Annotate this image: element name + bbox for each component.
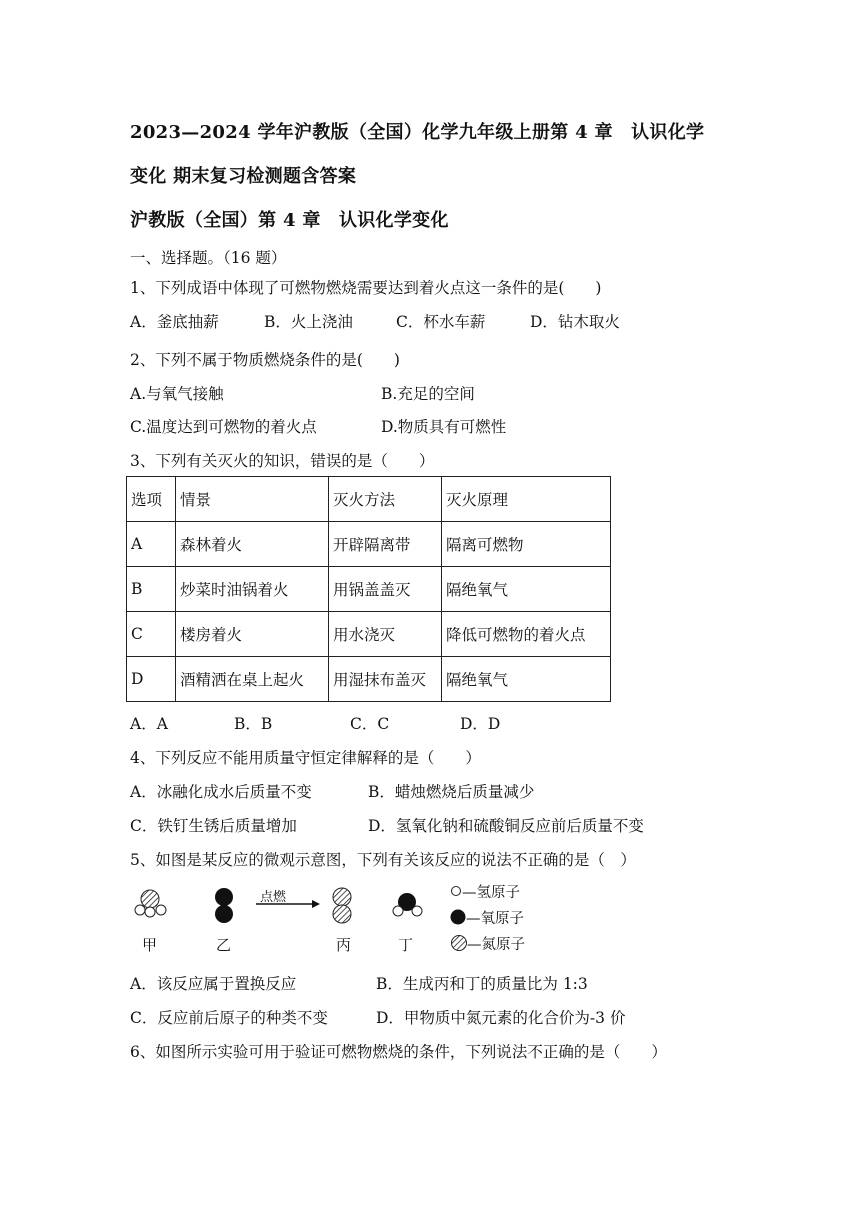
- doc-title-line1: 2023—2024 学年沪教版（全国）化学九年级上册第 4 章 认识化学: [130, 122, 705, 143]
- table-row: [127, 567, 611, 612]
- table-cell: 酒精洒在桌上起火: [176, 657, 329, 702]
- label-jia: 甲: [142, 936, 158, 954]
- table-header-cell: 灭火方法: [329, 477, 442, 522]
- reaction-diagram: [130, 880, 550, 958]
- q3-stem: 3、下列有关灭火的知识，错误的是（ ）: [130, 452, 435, 470]
- q6-stem: 6、如图所示实验可用于验证可燃物燃烧的条件，下列说法不正确的是（ ）: [130, 1043, 667, 1061]
- q2-option-a: A.与氧气接触: [130, 385, 224, 403]
- table-cell: 隔绝氧气: [442, 657, 611, 702]
- q1-stem: 1、下列成语中体现了可燃物燃烧需要达到着火点这一条件的是( ): [130, 279, 602, 297]
- q4-options-row1: [130, 780, 534, 802]
- q4-option-c: C．铁钉生锈后质量增加: [130, 817, 297, 835]
- molecule-yi: [215, 888, 233, 923]
- table-cell: 用锅盖盖灭: [329, 567, 442, 612]
- q1-option-d: D．钻木取火: [530, 313, 620, 331]
- q4-option-b: B．蜡烛燃烧后质量减少: [368, 783, 535, 801]
- q1-option-c: C．杯水车薪: [396, 313, 486, 331]
- q5-option-c: C．反应前后原子的种类不变: [130, 1009, 328, 1027]
- table-cell: A: [127, 522, 176, 567]
- q3-options: [130, 712, 500, 734]
- molecule-bing: [333, 888, 351, 923]
- q1-option-b: B．火上浇油: [264, 313, 353, 331]
- table-cell: 森林着火: [176, 522, 329, 567]
- table-cell: D: [127, 657, 176, 702]
- q2-options-row1: [130, 382, 475, 404]
- table-cell: 开辟隔离带: [329, 522, 442, 567]
- label-ding: 丁: [398, 936, 414, 954]
- q4-options-row2: [130, 814, 644, 836]
- table-cell: 用湿抹布盖灭: [329, 657, 442, 702]
- legend-hydrogen: —氢原子: [462, 885, 520, 901]
- q3-option-c: C．C: [350, 715, 390, 733]
- q2-option-b: B.充足的空间: [381, 385, 475, 403]
- q2-option-d: D.物质具有可燃性: [381, 418, 507, 436]
- q5-options-row1: [130, 972, 588, 994]
- label-yi: 乙: [216, 936, 232, 954]
- table-cell: 隔离可燃物: [442, 522, 611, 567]
- legend-nitrogen-symbol: [452, 936, 467, 951]
- table-header-cell: 情景: [176, 477, 329, 522]
- table-cell: 用水浇灭: [329, 612, 442, 657]
- legend-oxygen: —氧原子: [466, 911, 524, 927]
- table-header-cell: 选项: [127, 477, 176, 522]
- table-row: [127, 657, 611, 702]
- table-header-cell: 灭火原理: [442, 477, 611, 522]
- q5-stem: 5、如图是某反应的微观示意图，下列有关该反应的说法不正确的是（ ）: [130, 851, 636, 869]
- table-cell: 楼房着火: [176, 612, 329, 657]
- doc-title-line2: 变化 期末复习检测题含答案: [130, 166, 357, 187]
- legend-oxygen-symbol: [451, 910, 466, 925]
- q4-stem: 4、下列反应不能用质量守恒定律解释的是（ ）: [130, 749, 481, 767]
- table-cell: 炒菜时油锅着火: [176, 567, 329, 612]
- q3-option-a: A．A: [130, 715, 168, 733]
- molecule-ding: [393, 893, 422, 916]
- q2-stem: 2、下列不属于物质燃烧条件的是( ): [130, 351, 400, 369]
- q4-option-a: A．冰融化成水后质量不变: [130, 783, 312, 801]
- label-bing: 丙: [336, 936, 352, 954]
- table-cell: 降低可燃物的着火点: [442, 612, 611, 657]
- legend-hydrogen-symbol: [452, 887, 461, 896]
- q5-option-a: A．该反应属于置换反应: [130, 975, 297, 993]
- condition-label: 点燃: [260, 890, 287, 905]
- q5-options-row2: [130, 1006, 625, 1028]
- molecule-jia: [135, 890, 166, 917]
- chapter-heading: 沪教版（全国）第 4 章 认识化学变化: [130, 210, 449, 231]
- q3-table: [126, 476, 611, 702]
- q5-option-b: B．生成丙和丁的质量比为 1:3: [376, 975, 588, 993]
- q5-option-d: D．甲物质中氮元素的化合价为-3 价: [376, 1009, 626, 1027]
- table-cell: 隔绝氧气: [442, 567, 611, 612]
- table-header-row: [127, 477, 611, 522]
- q3-option-b: B．B: [234, 715, 273, 733]
- legend-nitrogen: —氮原子: [467, 937, 525, 953]
- table-row: [127, 612, 611, 657]
- q4-option-d: D．氢氧化钠和硫酸铜反应前后质量不变: [368, 817, 644, 835]
- section-heading: 一、选择题。（16 题）: [130, 249, 287, 267]
- q3-option-d: D．D: [460, 715, 501, 733]
- table-cell: B: [127, 567, 176, 612]
- q2-option-c: C.温度达到可燃物的着火点: [130, 418, 317, 436]
- table-row: [127, 522, 611, 567]
- table-cell: C: [127, 612, 176, 657]
- q1-options: [130, 310, 620, 332]
- q2-options-row2: [130, 415, 506, 437]
- q1-option-a: A．釜底抽薪: [130, 313, 219, 331]
